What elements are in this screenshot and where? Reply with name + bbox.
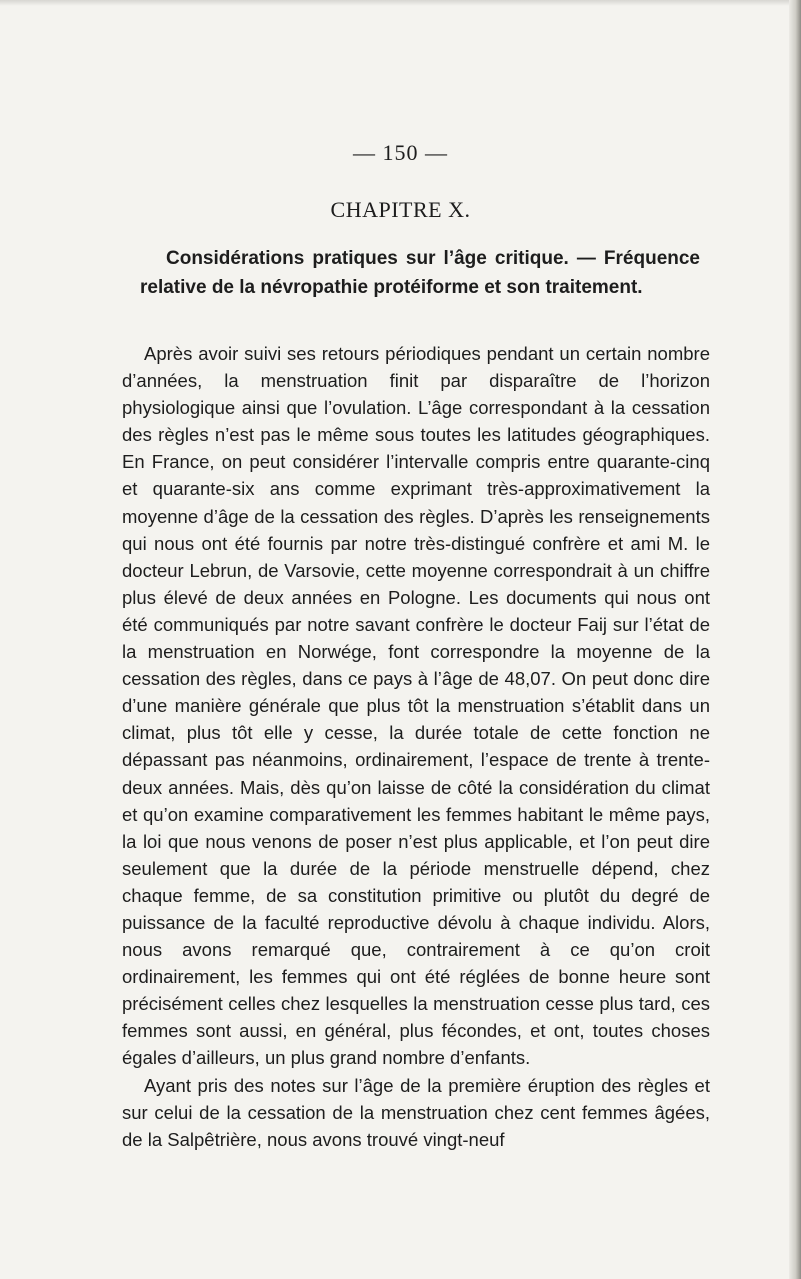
page-number: — 150 — xyxy=(353,140,448,165)
paragraph-2: Ayant pris des notes sur l’âge de la première éruption des règles et sur celui de la cessation de la menstruation chez cent femmes âgées, de la Salpêtrière, nous avons trouvé vingt-neuf xyxy=(122,1074,710,1150)
page-top-shadow xyxy=(0,0,801,6)
chapter-summary xyxy=(140,244,700,302)
body-text xyxy=(122,340,710,1153)
chapter-title: CHAPITRE X. xyxy=(330,197,471,222)
page-binding-edge xyxy=(789,0,801,1279)
chapter-summary-text: Considérations pratiques sur l’âge critique. — Fréquence relative de la névropathie protéiforme et son traitement. xyxy=(140,248,700,298)
paragraph-1: Après avoir suivi ses retours périodiques pendant un certain nombre d’années, la menstruation finit par disparaître de l’horizon physiologique ainsi que l’ovulation. L’âge correspondant à la cessation des règles n’est pas le même sous toutes les latitudes géographiques. En France, on peut considérer l’intervalle compris entre quarante-cinq et quarante-six ans comme exprimant très-approximativement la moyenne d’âge de la cessation des règles. D’après les renseignements qui nous ont été fournis par notre très-distingué confrère et ami M. le docteur Lebrun, de Varsovie, cette moyenne correspondrait à un chiffre plus élevé de deux années en Pologne. Les documents qui nous ont été communiqués par notre savant confrère le docteur Faij sur l’état de la menstruation en Norwége, font correspondre la moyenne de la cessation des règles, dans ce pays à l’âge de 48,07. On peut donc dire d’une manière générale que plus tôt la menstruation s’établit dans un climat, plus tôt elle y cesse, la durée totale de cette fonction ne dépassant pas néanmoins, ordinairement, l’espace de trente à trente-deux années. Mais, dès qu’on laisse de côté la considération du climat et qu’on examine comparativement les femmes habitant le même pays, la loi que nous venons de poser n’est plus applicable, et l’on peut dire seulement que la durée de la période menstruelle dépend, chez chaque femme, de sa constitution primitive ou plutôt du degré de puissance de la faculté reproductive dévolu à chaque individu. Alors, nous avons remarqué que, contrairement à ce qu’on croit ordinairement, les femmes qui ont été réglées de bonne heure sont précisément celles chez lesquelles la menstruation cesse plus tard, ces femmes sont aussi, en général, plus fécondes, et ont, toutes choses égales d’ailleurs, un plus grand nombre d’enfants. xyxy=(122,343,710,1069)
